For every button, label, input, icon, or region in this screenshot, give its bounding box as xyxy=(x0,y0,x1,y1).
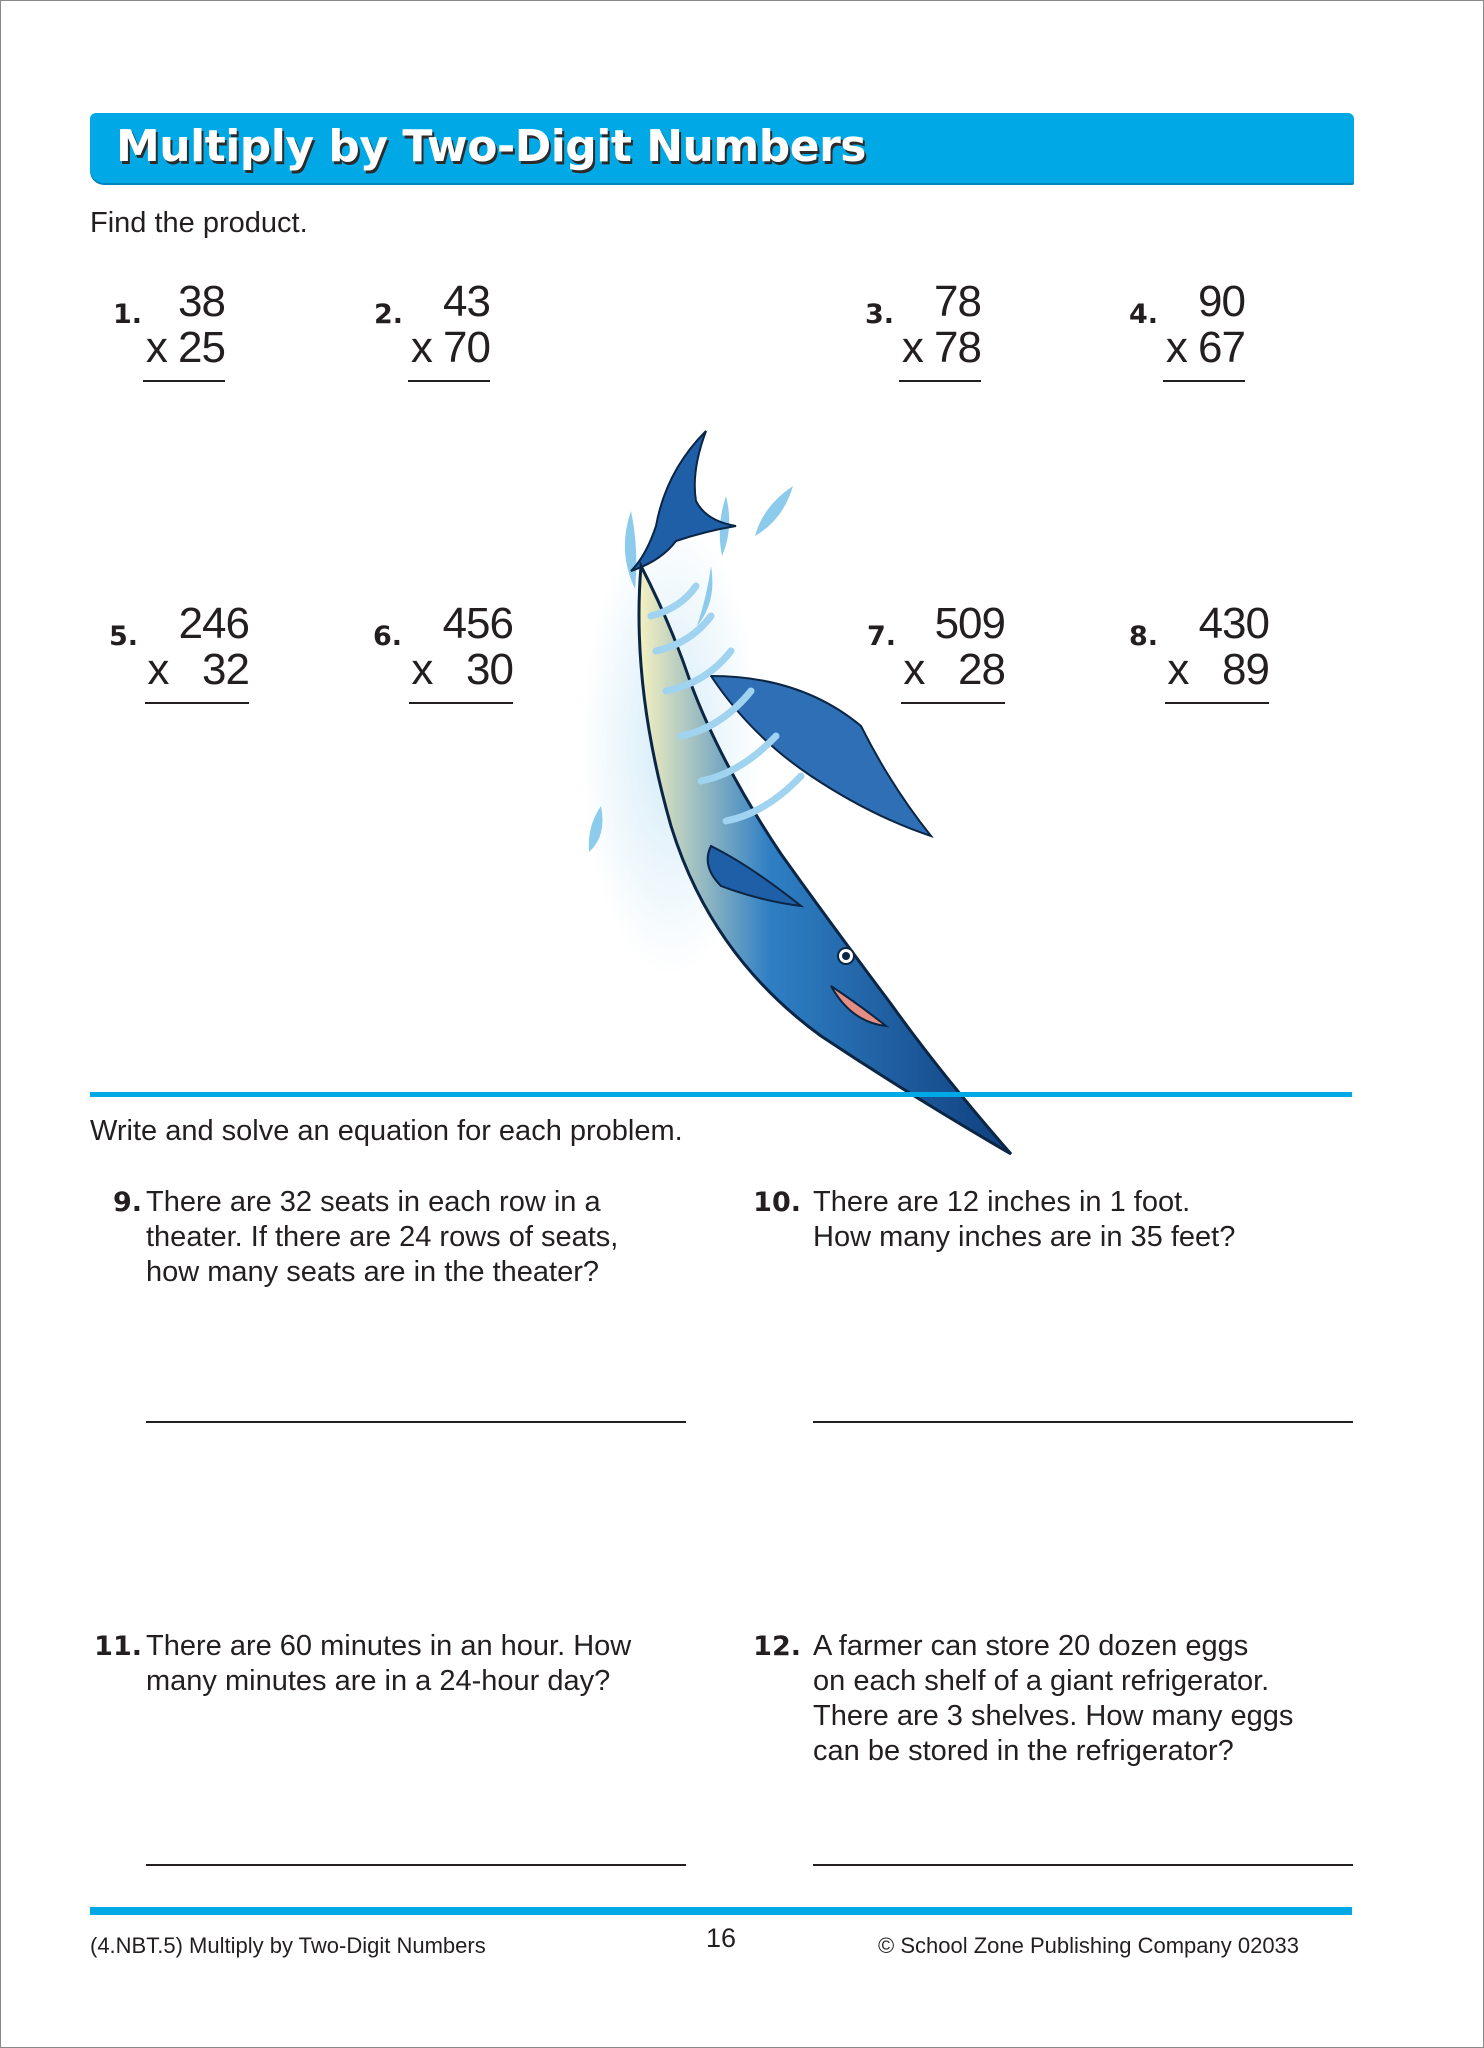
problem-1 xyxy=(113,277,225,387)
multiplier: x 78 xyxy=(901,323,981,372)
marlin-illustration xyxy=(561,416,1081,1156)
multiplier: x 25 xyxy=(145,323,225,372)
word-problem-10 xyxy=(741,1185,1341,1265)
footer-standard: (4.NBT.5) Multiply by Two-Digit Numbers xyxy=(90,1933,486,1958)
answer-line xyxy=(146,1421,686,1423)
problem-5 xyxy=(109,599,249,709)
problem-text-line: There are 3 shelves. How many eggs xyxy=(813,1700,1294,1732)
problem-2 xyxy=(374,277,490,387)
multiplicand: 456 xyxy=(442,599,513,648)
answer-line xyxy=(899,380,981,382)
problem-7 xyxy=(867,599,1005,709)
problem-text-line: on each shelf of a giant refrigerator. xyxy=(813,1665,1270,1697)
multiplier: x 70 xyxy=(410,323,490,372)
answer-line xyxy=(813,1864,1353,1866)
word-problem-12 xyxy=(741,1629,1341,1774)
answer-line xyxy=(409,702,513,704)
answer-line xyxy=(901,702,1005,704)
section-divider xyxy=(90,1092,1352,1097)
problem-number: 11. xyxy=(94,1631,142,1662)
section2-instruction: Write and solve an equation for each problem. xyxy=(90,1115,683,1147)
problem-number: 2. xyxy=(374,299,404,330)
droplet xyxy=(755,486,793,536)
problem-3 xyxy=(865,277,981,387)
problem-text-line: There are 12 inches in 1 foot. xyxy=(813,1186,1191,1218)
problem-text-line: theater. If there are 24 rows of seats, xyxy=(146,1221,619,1253)
multiplicand: 246 xyxy=(178,599,249,648)
problem-4 xyxy=(1129,277,1245,387)
problem-number: 7. xyxy=(867,621,897,652)
multiplicand: 430 xyxy=(1198,599,1269,648)
title-banner xyxy=(90,113,1354,183)
page-number: 16 xyxy=(706,1923,737,1953)
problem-text-line: There are 32 seats in each row in a xyxy=(146,1186,601,1218)
answer-line xyxy=(145,702,249,704)
problem-text-line: how many seats are in the theater? xyxy=(146,1256,599,1288)
problem-8 xyxy=(1129,599,1269,709)
answer-line xyxy=(813,1421,1353,1423)
multiplicand: 90 xyxy=(1198,277,1245,326)
word-problem-11 xyxy=(90,1629,690,1709)
multiplicand: 43 xyxy=(443,277,490,326)
answer-line xyxy=(1163,380,1245,382)
problem-text-line: A farmer can store 20 dozen eggs xyxy=(813,1630,1249,1662)
section1-instruction: Find the product. xyxy=(90,207,308,239)
problem-number: 8. xyxy=(1129,621,1159,652)
multiplier: x 32 xyxy=(147,645,249,694)
multiplier: x 89 xyxy=(1167,645,1269,694)
multiplicand: 509 xyxy=(934,599,1005,648)
multiplier: x 67 xyxy=(1165,323,1245,372)
problem-text-line: many minutes are in a 24-hour day? xyxy=(146,1665,611,1697)
multiplicand: 38 xyxy=(178,277,225,326)
problem-text-line: How many inches are in 35 feet? xyxy=(813,1221,1236,1253)
problem-6 xyxy=(373,599,513,709)
problem-number: 5. xyxy=(109,621,139,652)
problem-number: 1. xyxy=(113,299,143,330)
multiplier: x 30 xyxy=(411,645,513,694)
problem-text-line: There are 60 minutes in an hour. How xyxy=(146,1630,632,1662)
footer-divider xyxy=(90,1907,1352,1915)
problem-number: 4. xyxy=(1129,299,1159,330)
problem-number: 9. xyxy=(112,1187,142,1218)
multiplicand: 78 xyxy=(934,277,981,326)
multiplier: x 28 xyxy=(903,645,1005,694)
word-problem-9 xyxy=(90,1185,690,1295)
problem-number: 12. xyxy=(753,1631,801,1662)
page-title: Multiply by Two-Digit Numbers xyxy=(116,121,866,172)
problem-number: 3. xyxy=(865,299,895,330)
problem-number: 6. xyxy=(373,621,403,652)
answer-line xyxy=(408,380,490,382)
answer-line xyxy=(143,380,225,382)
answer-line xyxy=(146,1864,686,1866)
answer-line xyxy=(1165,702,1269,704)
problem-number: 10. xyxy=(753,1187,801,1218)
footer-copyright: © School Zone Publishing Company 02033 xyxy=(878,1933,1300,1958)
pupil xyxy=(842,952,850,960)
problem-text-line: can be stored in the refrigerator? xyxy=(813,1735,1234,1767)
